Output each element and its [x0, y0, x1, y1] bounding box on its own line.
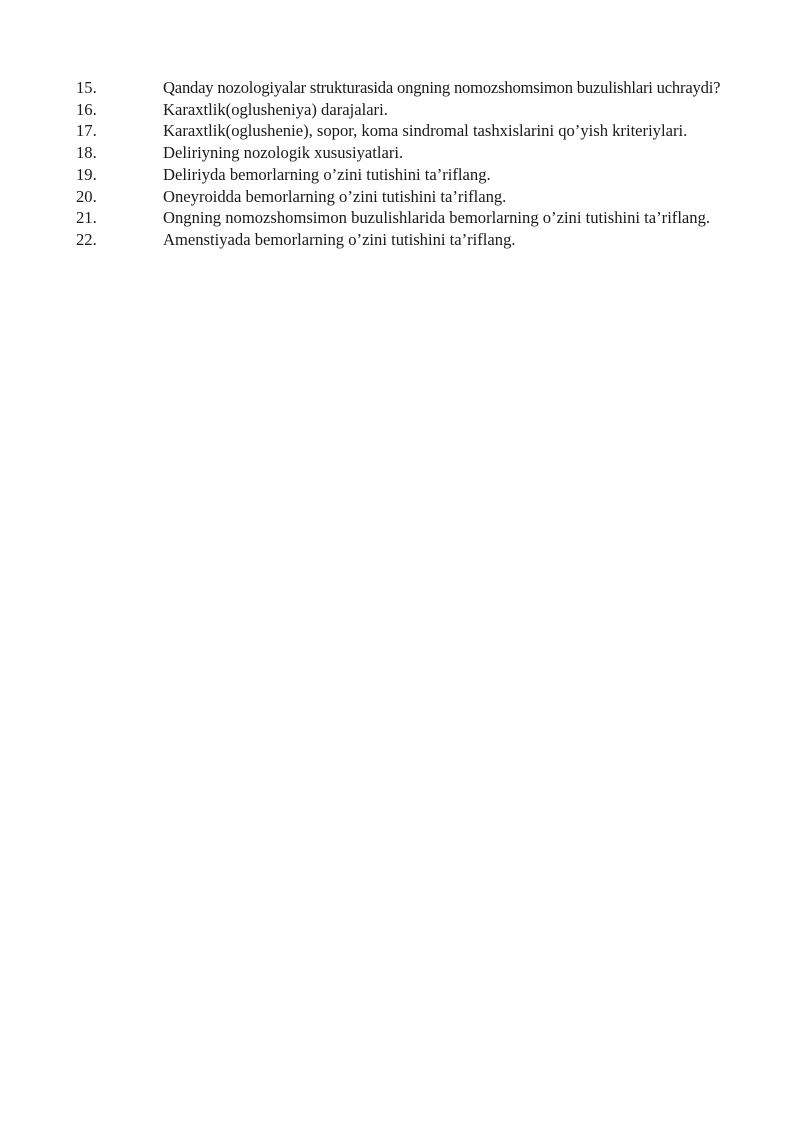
item-text: Karaxtlik(oglusheniya) darajalari. — [163, 99, 388, 119]
item-number: 18. — [76, 143, 97, 163]
item-number: 22. — [76, 229, 97, 249]
item-number: 15. — [76, 78, 97, 97]
item-number: 17. — [76, 121, 97, 141]
item-text: Amenstiyada bemorlarning o’zini tutishini ta’riflang. — [163, 229, 516, 249]
item-text: Oneyroidda bemorlarning o’zini tutishini ta’riflang. — [163, 186, 507, 206]
item-number: 19. — [76, 164, 97, 184]
document-page — [76, 77, 740, 251]
list-item — [76, 142, 740, 164]
list-item — [76, 120, 740, 142]
item-text: Ongning nomozshomsimon buzulishlarida bemorlarning o’zini tutishini ta’riflang. — [163, 208, 711, 228]
item-text: Qanday nozologiyalar strukturasida ongning nomozshomsimon buzulishlari uchraydi? — [163, 78, 721, 97]
list-item — [76, 77, 740, 99]
item-number: 21. — [76, 208, 97, 228]
item-text: Karaxtlik(oglushenie), sopor, koma sindromal tashxislarini qo’yish kriteriylari. — [163, 121, 688, 141]
list-item — [76, 229, 740, 251]
list-item — [76, 207, 740, 229]
list-item — [76, 186, 740, 208]
item-text: Deliriyning nozologik xususiyatlari. — [163, 143, 404, 163]
item-number: 16. — [76, 99, 97, 119]
item-text: Deliriyda bemorlarning o’zini tutishini ta’riflang. — [163, 164, 491, 184]
item-number: 20. — [76, 186, 97, 206]
list-item — [76, 99, 740, 121]
list-item — [76, 164, 740, 186]
